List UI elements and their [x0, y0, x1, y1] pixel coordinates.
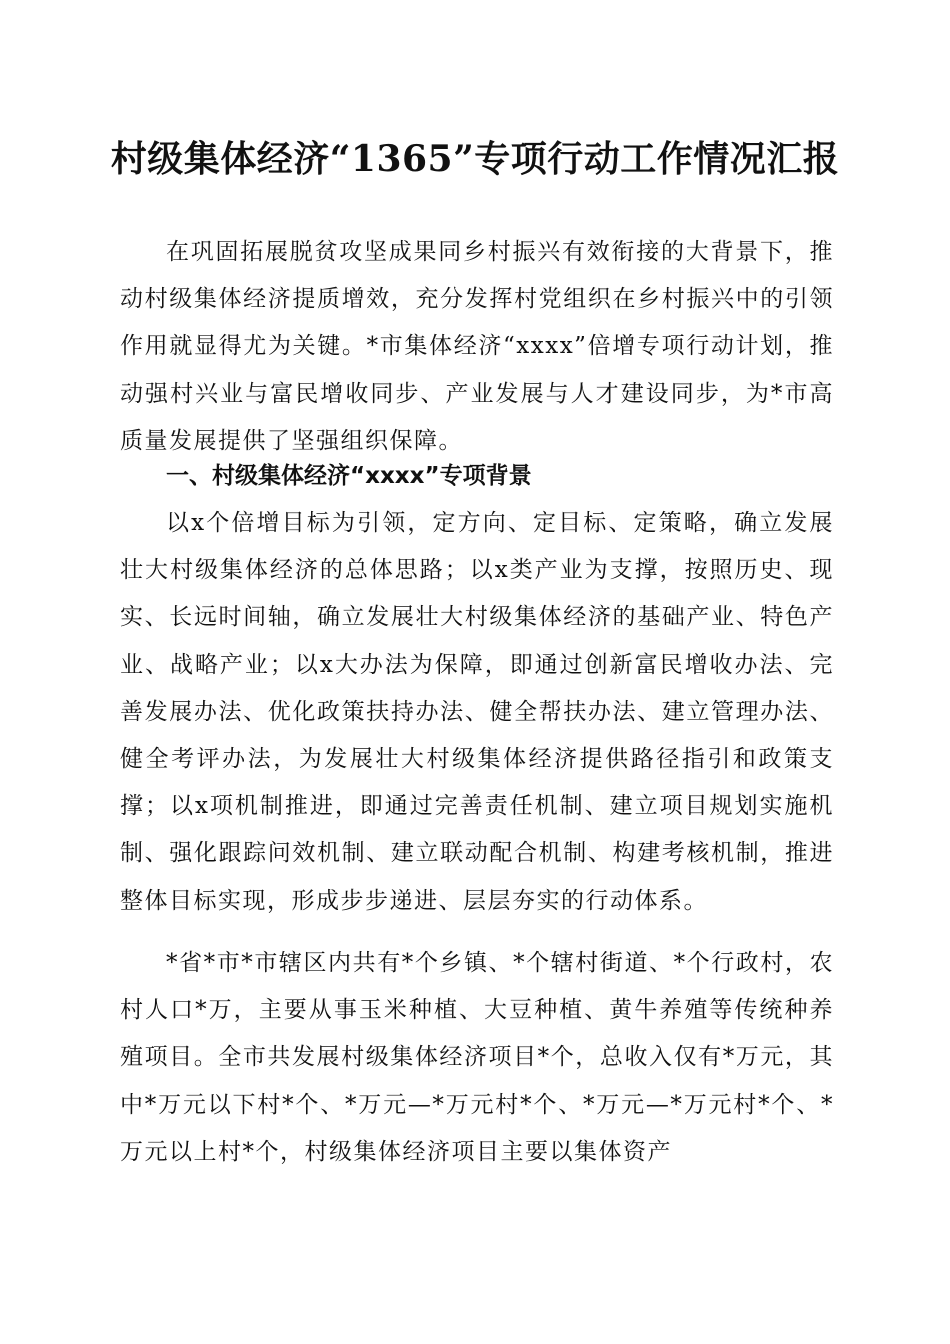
section-paragraph-2: *省*市*市辖区内共有*个乡镇、*个辖村街道、*个行政村，农村人口*万，主要从事玉米种植、大豆种植、黄牛养殖等传统种养殖项目。全市共发展村级集体经济项目*个，总收入仅有*万元，其中*万元以下村*个、*万元—*万元村*个、*万元—*万元村*个、*万元以上村*个，村级集体经济项目主要以集体资产 — [120, 950, 834, 1165]
document-title: 村级集体经济“1365”专项行动工作情况汇报 — [110, 138, 840, 180]
section-heading: 一、村级集体经济“xxxx”专项背景 — [166, 463, 532, 489]
intro-paragraph: 在巩固拓展脱贫攻坚成果同乡村振兴有效衔接的大背景下，推动村级集体经济提质增效，充分发挥村党组织在乡村振兴中的引领作用就显得尤为关键。*市集体经济“xxxx”倍增专项行动计划，推动强村兴业与富民增收同步、产业发展与人才建设同步，为*市高质量发展提供了坚强组织保障。 — [120, 239, 834, 454]
section-paragraph-1: 以x个倍增目标为引领，定方向、定目标、定策略，确立发展壮大村级集体经济的总体思路；以x类产业为支撑，按照历史、现实、长远时间轴，确立发展壮大村级集体经济的基础产业、特色产业、战略产业；以x大办法为保障，即通过创新富民增收办法、完善发展办法、优化政策扶持办法、健全帮扶办法、建立管理办法、健全考评办法，为发展壮大村级集体经济提供路径指引和政策支撑；以x项机制推进，即通过完善责任机制、建立项目规划实施机制、强化跟踪问效机制、建立联动配合机制、构建考核机制，推进整体目标实现，形成步步递进、层层夯实的行动体系。 — [120, 510, 834, 914]
